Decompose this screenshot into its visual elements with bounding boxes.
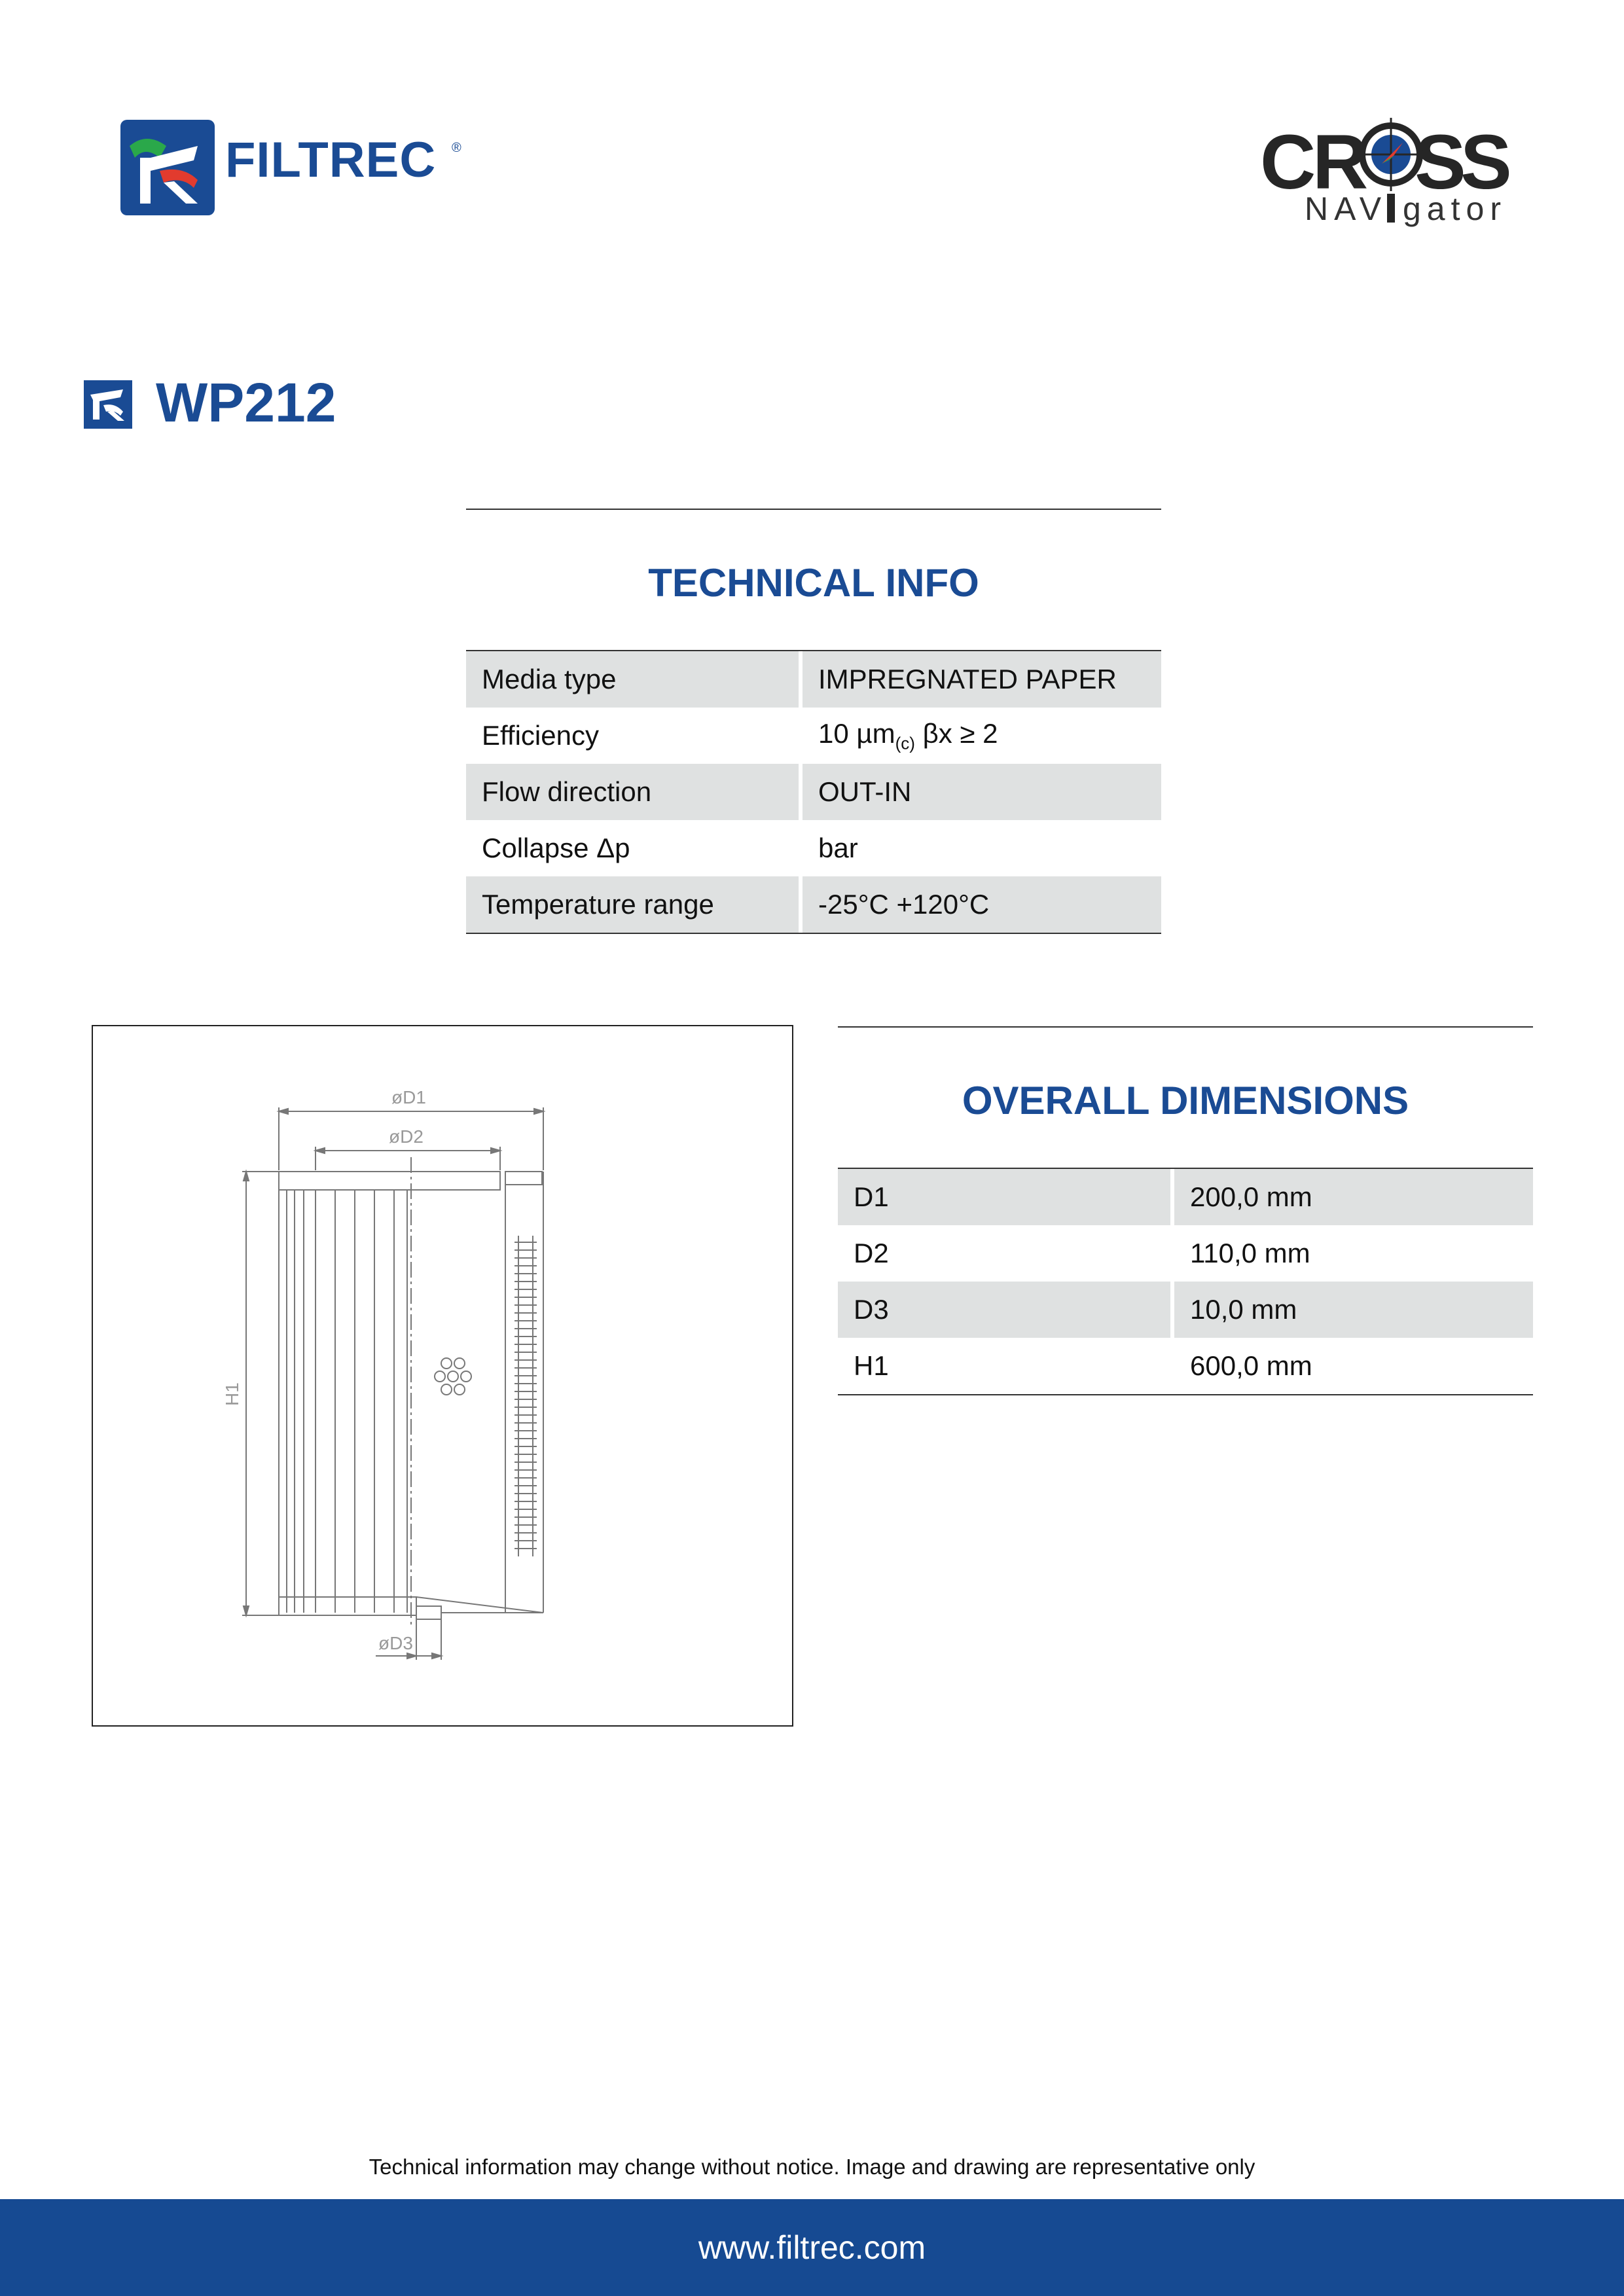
technical-info-title: TECHNICAL INFO xyxy=(648,561,979,605)
table-row xyxy=(466,764,1161,820)
table-row xyxy=(466,708,1161,764)
cross-navigator-logo xyxy=(1260,119,1512,228)
dimension-label: H1 xyxy=(838,1338,1174,1394)
overall-dimensions-table xyxy=(838,1168,1533,1395)
table-row xyxy=(838,1225,1533,1282)
technical-drawing xyxy=(92,1025,793,1727)
svg-text:S: S xyxy=(1415,119,1466,206)
filtrec-mark-icon xyxy=(120,120,215,215)
efficiency-value: 10 µm xyxy=(818,717,895,749)
efficiency-beta: βx ≥ 2 xyxy=(914,717,998,749)
svg-text:S: S xyxy=(1460,119,1512,206)
overall-dimensions-title: OVERALL DIMENSIONS xyxy=(962,1079,1409,1122)
section-divider xyxy=(838,1026,1533,1028)
dimension-label: D1 xyxy=(838,1169,1174,1225)
table-row xyxy=(838,1282,1533,1338)
table-row xyxy=(466,876,1161,933)
filtrec-logo xyxy=(120,120,467,215)
dimension-label-d1: øD1 xyxy=(391,1087,426,1107)
dimension-value: 10,0 mm xyxy=(1174,1282,1533,1338)
spec-value xyxy=(803,708,1161,764)
dimension-label-d3: øD3 xyxy=(378,1633,413,1653)
table-row xyxy=(466,820,1161,876)
dimension-value: 200,0 mm xyxy=(1174,1169,1533,1225)
spec-value: bar xyxy=(803,820,1161,876)
brand-name: FILTREC xyxy=(225,132,437,188)
registered-mark: ® xyxy=(452,141,461,155)
footer-disclaimer: Technical information may change without notice. Image and drawing are representative only xyxy=(369,2155,1255,2179)
dimension-value: 110,0 mm xyxy=(1174,1225,1533,1282)
spec-label: Efficiency xyxy=(466,708,803,764)
table-row xyxy=(466,651,1161,708)
spec-label: Flow direction xyxy=(466,764,803,820)
technical-info-table xyxy=(466,650,1161,934)
filter-element-drawing xyxy=(93,1026,792,1725)
spec-label: Media type xyxy=(466,651,803,708)
dimension-label: D2 xyxy=(838,1225,1174,1282)
svg-text:gator: gator xyxy=(1403,190,1507,227)
spec-value: OUT-IN xyxy=(803,764,1161,820)
svg-text:NAV: NAV xyxy=(1305,190,1388,227)
dimension-label-h1: H1 xyxy=(222,1382,242,1406)
table-row xyxy=(838,1338,1533,1394)
section-divider xyxy=(466,509,1161,510)
cross-navigator-logo-art xyxy=(1260,119,1512,228)
table-row xyxy=(838,1169,1533,1225)
spec-label: Temperature range xyxy=(466,876,803,933)
filtrec-mark-icon xyxy=(84,380,132,429)
svg-text:R: R xyxy=(1312,119,1369,206)
spec-value: -25°C +120°C xyxy=(803,876,1161,933)
dimension-label-d2: øD2 xyxy=(389,1126,424,1147)
page-title: WP212 xyxy=(156,372,336,433)
efficiency-subscript: (c) xyxy=(895,733,915,753)
website-link[interactable]: www.filtrec.com xyxy=(698,2229,926,2266)
spec-value: IMPREGNATED PAPER xyxy=(803,651,1161,708)
footer-bar xyxy=(0,2199,1624,2296)
dimension-value: 600,0 mm xyxy=(1174,1338,1533,1394)
dimension-label: D3 xyxy=(838,1282,1174,1338)
spec-label: Collapse Δp xyxy=(466,820,803,876)
svg-text:C: C xyxy=(1260,119,1316,206)
